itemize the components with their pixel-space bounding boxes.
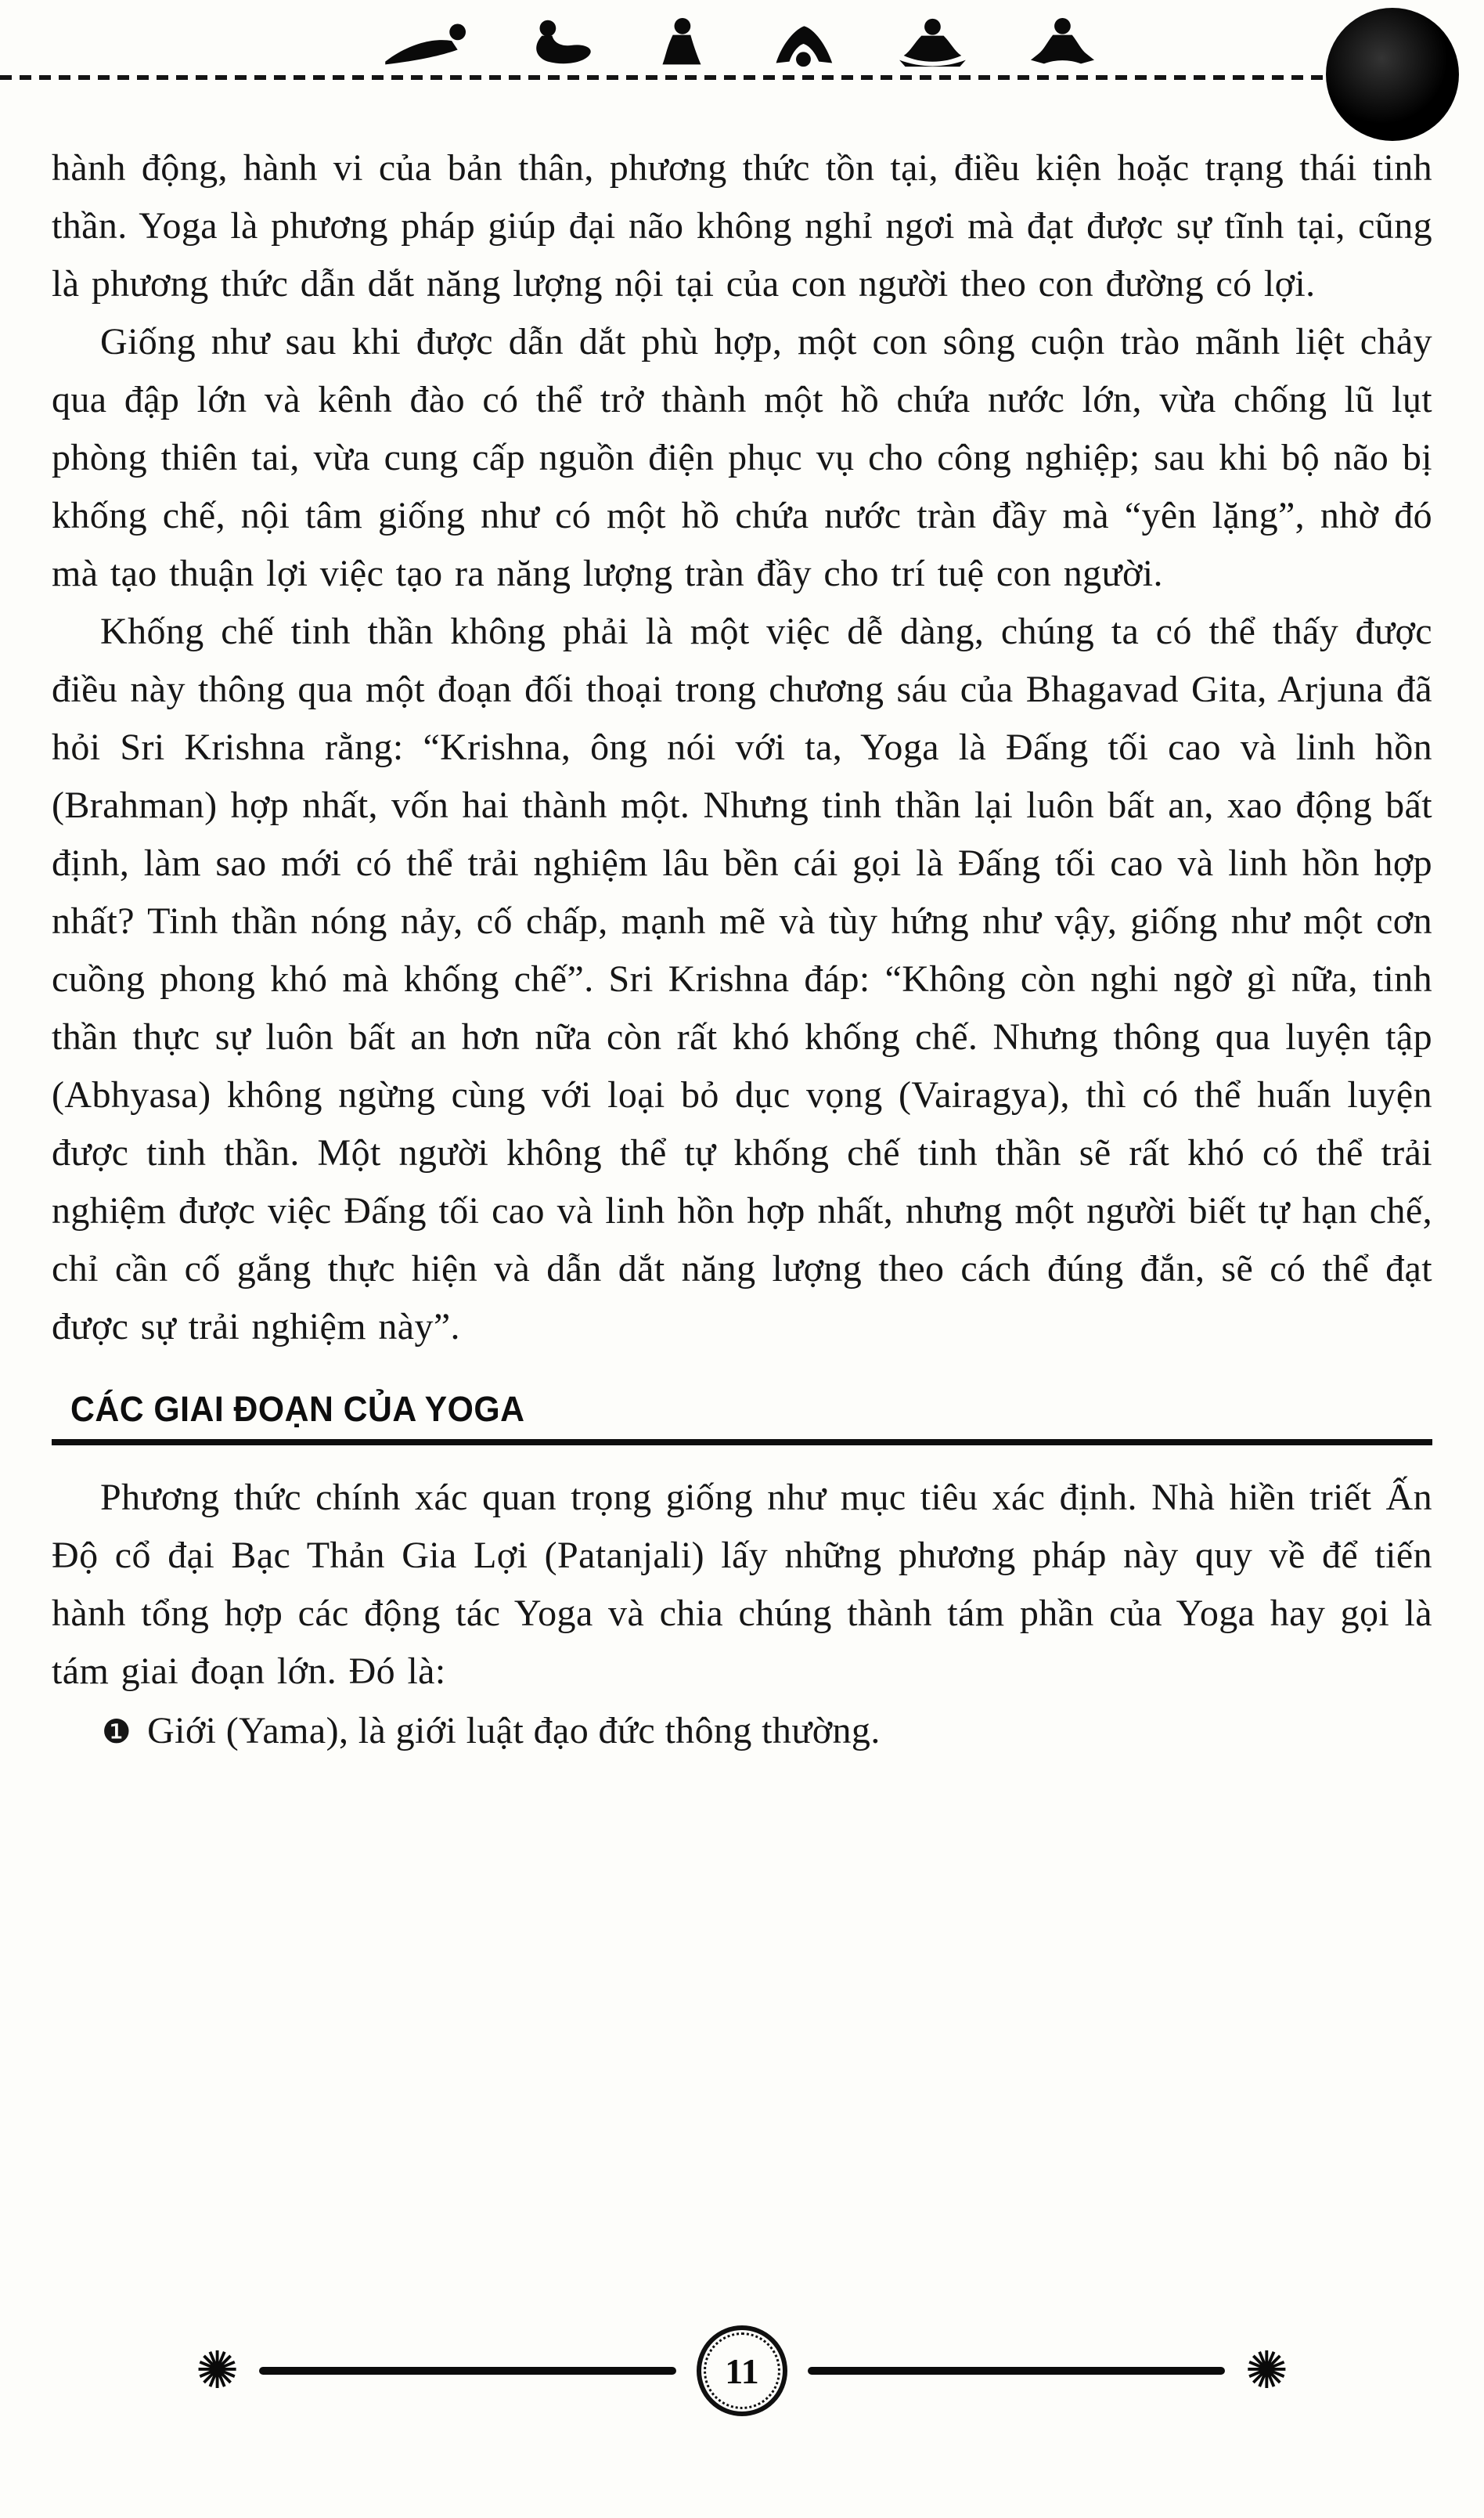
paragraph: Phương thức chính xác quan trọng giống như mục tiêu xác định. Nhà hiền triết Ấn Độ cổ đại Bạc Thản Gia Lợi (Patanjali) lấy những phương pháp này quy về để tiến hành tổng hợp các động tác Yoga và chia chúng thành tám phần của Yoga hay gọi là tám giai đoạn lớn. Đó là: [52, 1477, 1432, 1692]
footer-rule-right [808, 2367, 1225, 2375]
page-number: 11 [725, 2350, 759, 2391]
page-footer [0, 2325, 1484, 2416]
page-body [0, 119, 1484, 1761]
meditation-pose-icon [1022, 17, 1104, 69]
kneeling-pose-icon [647, 17, 714, 69]
heading-underline [52, 1439, 1432, 1445]
section-heading: CÁC GIAI ĐOẠN CỦA YOGA [70, 1389, 525, 1429]
crouching-pose-icon [525, 17, 599, 69]
paragraph: Khống chế tinh thần không phải là một việc dễ dàng, chúng ta có thể thấy được điều này thông qua một đoạn đối thoại trong chương sáu của Bhagavad Gita, Arjuna đã hỏi Sri Krishna rằng: “Krishna, ông nói với ta, Yoga là Đấng tối cao và linh hồn (Brahman) hợp nhất, vốn hai thành một. Nhưng tinh thần lại luôn bất an, xao động bất định, làm sao mới có thể trải nghiệm lâu bền cái gọi là Đấng tối cao và linh hồn hợp nhất? Tinh thần nóng nảy, cố chấp, mạnh mẽ và tùy hứng như vậy, giống như một cơn cuồng phong khó mà khống chế”. Sri Krishna đáp: “Không còn nghi ngờ gì nữa, tinh thần thực sự luôn bất an hơn nữa còn rất khó khống chế. Nhưng thông qua luyện tập (Abhyasa) không ngừng cùng với loại bỏ dục vọng (Vairagya), thì có thể huấn luyện được tinh thần. Một người không thể tự khống chế tinh thần sẽ rất khó có thể trải nghiệm được việc Đấng tối cao và linh hồn hợp nhất, nhưng một người biết tự hạn chế, chỉ cần cố gắng thực hiện và dẫn dắt năng lượng theo cách đúng đắn, sẽ có thể đạt được sự trải nghiệm này”. [52, 611, 1432, 1347]
dashed-divider [0, 75, 1437, 80]
list-item [52, 1702, 1432, 1761]
corner-circle-decoration [1326, 8, 1459, 141]
page-number-badge [697, 2325, 787, 2416]
list-item-text: Giới (Yama), là giới luật đạo đức thông thường. [147, 1710, 881, 1751]
footer-rule-left [259, 2367, 676, 2375]
flower-ornament-right-icon: ✺ [1244, 2340, 1288, 2401]
bowing-headstand-pose-icon [762, 17, 844, 69]
list-marker-circled-one: ❶ [102, 1712, 132, 1751]
yoga-pose-icons [381, 17, 1104, 69]
lotus-pose-icon [892, 17, 974, 69]
seated-forward-bend-icon [381, 17, 477, 69]
flower-ornament-left-icon: ✺ [196, 2340, 240, 2401]
paragraph-continuation: hành động, hành vi của bản thân, phương thức tồn tại, điều kiện hoặc trạng thái tinh thần. Yoga là phương pháp giúp đại não không nghỉ ngơi mà đạt được sự tĩnh tại, cũng là phương thức dẫn dắt năng lượng nội tại của con người theo con đường có lợi. [52, 147, 1432, 305]
page-header [0, 0, 1484, 119]
paragraph: Giống như sau khi được dẫn dắt phù hợp, một con sông cuộn trào mãnh liệt chảy qua đập lớn và kênh đào có thể trở thành một hồ chứa nước lớn, vừa chống lũ lụt phòng thiên tai, vừa cung cấp nguồn điện phục vụ cho công nghiệp; sau khi bộ não bị khống chế, nội tâm giống như có một hồ chứa nước tràn đầy mà “yên lặng”, nhờ đó mà tạo thuận lợi việc tạo ra năng lượng tràn đầy cho trí tuệ con người. [52, 321, 1432, 594]
